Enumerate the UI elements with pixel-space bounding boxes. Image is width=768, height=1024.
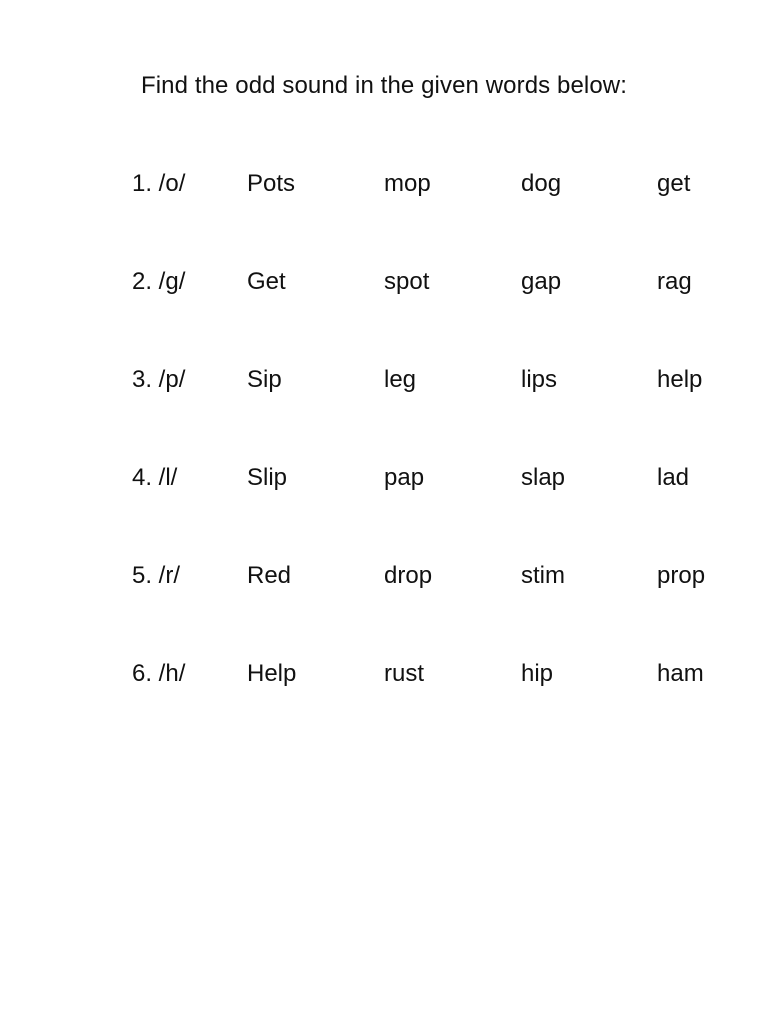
word: stim: [521, 562, 565, 589]
word: gap: [521, 268, 562, 295]
word: lips: [521, 366, 558, 393]
word: pap: [384, 464, 425, 491]
word: Sip: [247, 366, 282, 393]
sound-label: 3. /p/: [132, 366, 186, 393]
exercise-row: [0, 560, 768, 658]
exercise-row: [0, 168, 768, 266]
word: drop: [384, 562, 433, 589]
sound-label: 4. /l/: [132, 464, 178, 491]
sound-label: 1. /o/: [132, 170, 186, 197]
exercise-list: [0, 168, 768, 756]
word: hip: [521, 660, 554, 687]
word: spot: [384, 268, 430, 295]
sound-label: 5. /r/: [132, 562, 181, 589]
word: Get: [247, 268, 286, 295]
word: dog: [521, 170, 562, 197]
word: Red: [247, 562, 292, 589]
exercise-row: [0, 266, 768, 364]
word: lad: [657, 464, 690, 491]
word: prop: [657, 562, 706, 589]
word: Help: [247, 660, 297, 687]
word: ham: [657, 660, 704, 687]
sound-label: 2. /g/: [132, 268, 186, 295]
word: get: [657, 170, 691, 197]
word: slap: [521, 464, 566, 491]
word: rust: [384, 660, 425, 687]
exercise-row: [0, 364, 768, 462]
word: rag: [657, 268, 692, 295]
word: Slip: [247, 464, 288, 491]
word: leg: [384, 366, 417, 393]
exercise-row: [0, 658, 768, 756]
exercise-row: [0, 462, 768, 560]
word: help: [657, 366, 703, 393]
worksheet-title: Find the odd sound in the given words below:: [140, 72, 628, 99]
word: mop: [384, 170, 431, 197]
word: Pots: [247, 170, 296, 197]
sound-label: 6. /h/: [132, 660, 186, 687]
